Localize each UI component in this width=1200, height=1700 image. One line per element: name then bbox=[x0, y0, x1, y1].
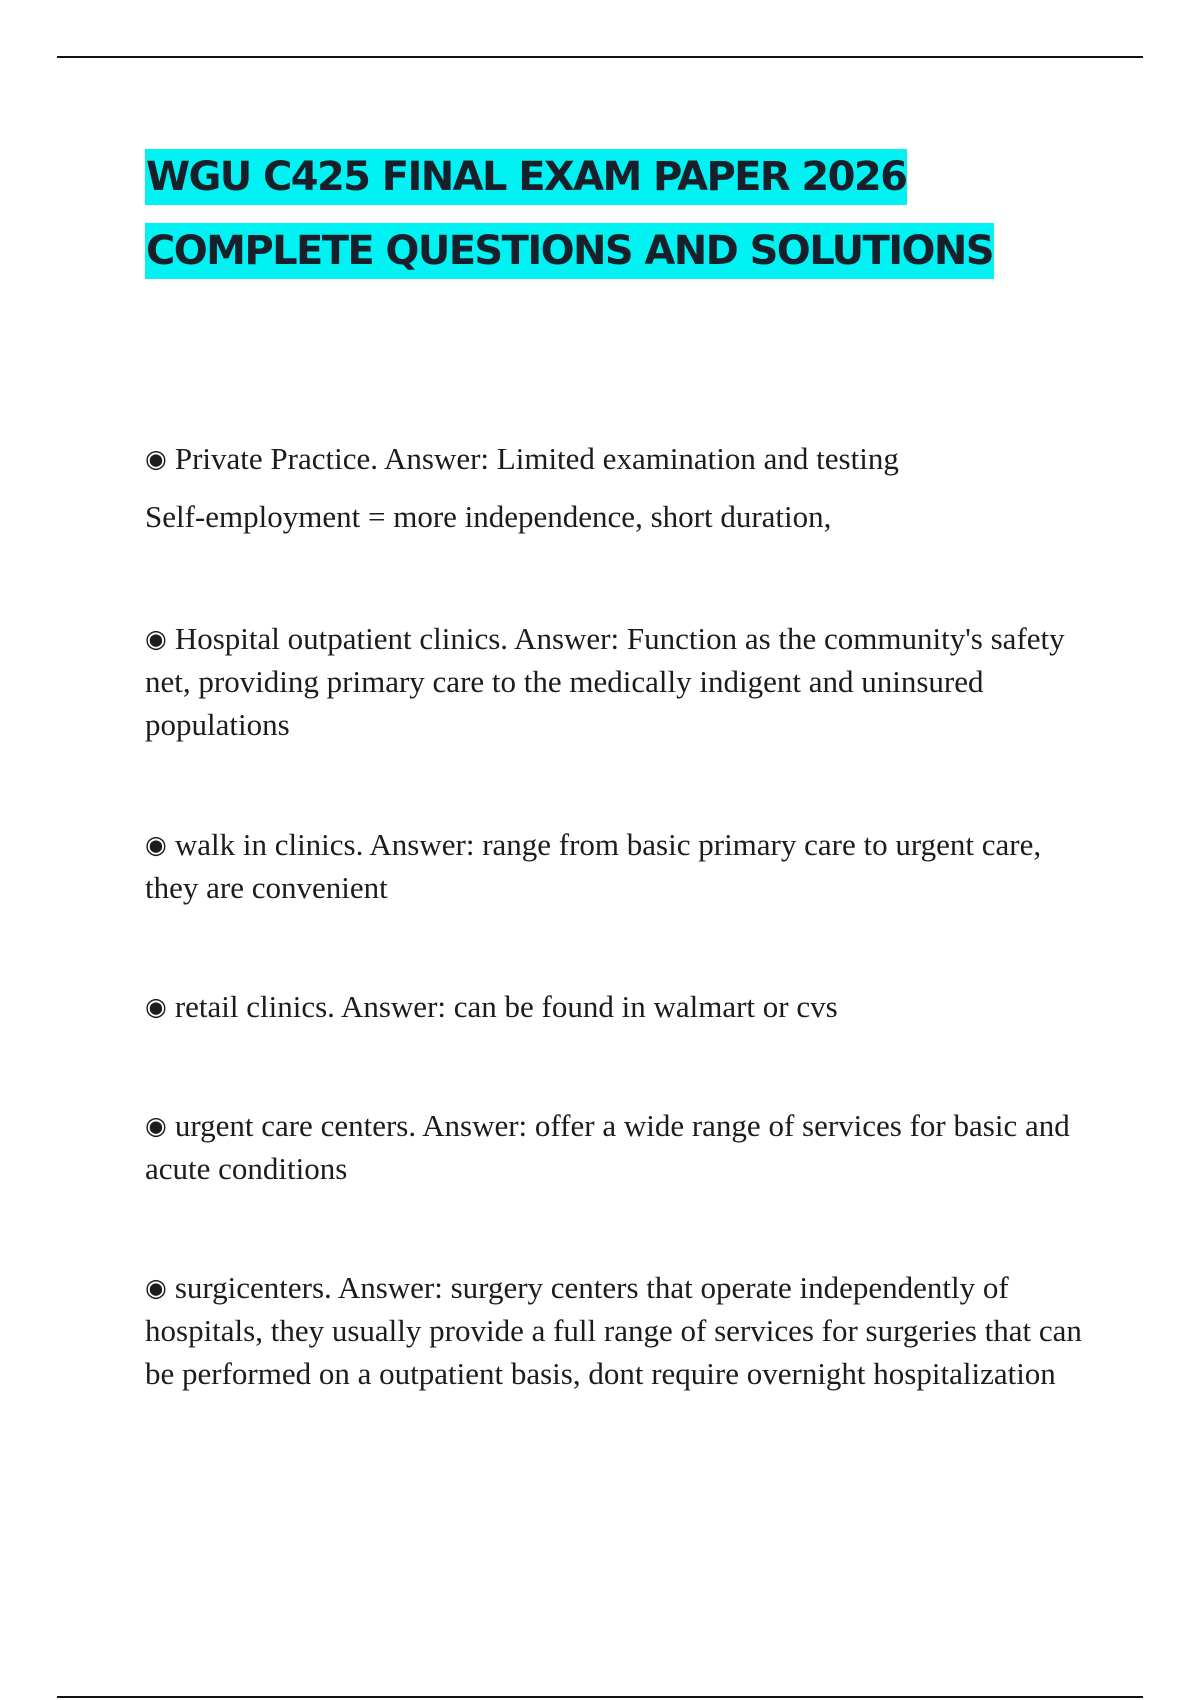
qa-item-text: Hospital outpatient clinics. Answer: Function as the community's safety net, providing primary care to the medically indigent and uninsured populations bbox=[145, 621, 1065, 742]
title-line-2: COMPLETE QUESTIONS AND SOLUTIONS bbox=[145, 223, 994, 279]
qa-item-private-practice bbox=[145, 437, 1095, 538]
bullet-icon: ◉ bbox=[145, 830, 167, 859]
bullet-icon: ◉ bbox=[145, 1111, 167, 1140]
title-line-1: WGU C425 FINAL EXAM PAPER 2026 bbox=[145, 149, 907, 205]
qa-item-text: walk in clinics. Answer: range from basic primary care to urgent care, they are convenient bbox=[145, 827, 1042, 905]
qa-item-text: Private Practice. Answer: Limited examination and testing bbox=[174, 441, 899, 476]
document-title bbox=[145, 143, 994, 291]
bullet-icon: ◉ bbox=[145, 444, 167, 473]
qa-item-extra-text: Self-employment = more independence, short duration, bbox=[145, 499, 832, 534]
qa-item-hospital-outpatient bbox=[145, 617, 1095, 746]
top-rule bbox=[57, 56, 1143, 58]
qa-item-retail-clinics bbox=[145, 985, 1095, 1028]
qa-item-surgicenters bbox=[145, 1266, 1095, 1395]
qa-item-walk-in-clinics bbox=[145, 823, 1095, 909]
qa-item-urgent-care bbox=[145, 1104, 1095, 1190]
bullet-icon: ◉ bbox=[145, 992, 167, 1021]
bottom-rule bbox=[57, 1696, 1143, 1698]
qa-item-text: retail clinics. Answer: can be found in walmart or cvs bbox=[174, 989, 838, 1024]
bullet-icon: ◉ bbox=[145, 624, 167, 653]
qa-item-text: surgicenters. Answer: surgery centers that operate independently of hospitals, they usually provide a full range of services for surgeries that can be performed on a outpatient basis, dont require overnight hospitalization bbox=[145, 1270, 1082, 1391]
qa-item-text: urgent care centers. Answer: offer a wide range of services for basic and acute conditions bbox=[145, 1108, 1070, 1186]
bullet-icon: ◉ bbox=[145, 1273, 167, 1302]
